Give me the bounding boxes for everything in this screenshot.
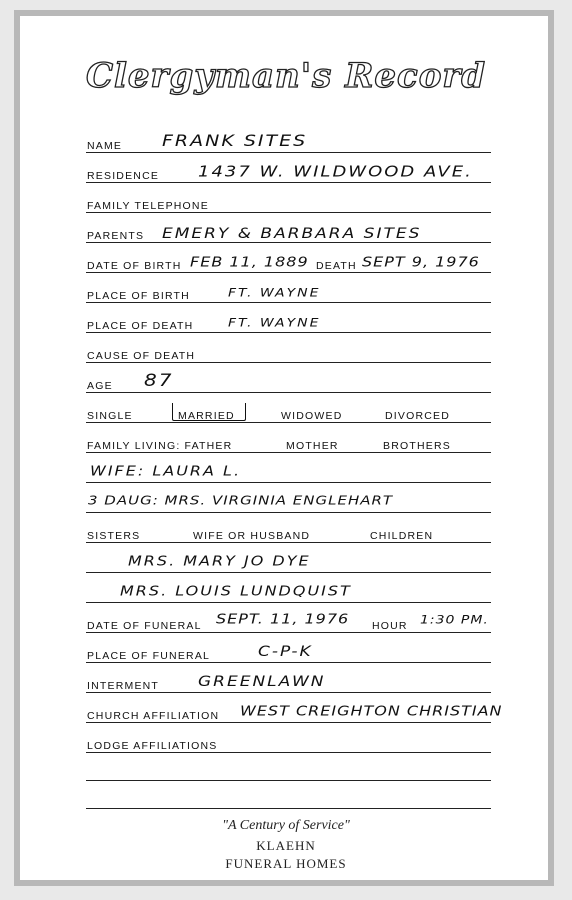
church-affiliation-entry: WEST CREIGHTON CHRISTIAN <box>240 702 503 719</box>
marital-line <box>86 422 491 423</box>
family-entry-3: MRS. MARY JO DYE <box>128 552 311 569</box>
church-affiliation-label: CHURCH AFFILIATION <box>87 710 220 722</box>
place-of-funeral-label: PLACE OF FUNERAL <box>87 650 211 662</box>
married-selection-mark <box>172 403 246 421</box>
footer-company: KLAEHN <box>256 838 316 853</box>
family-entry-1: WIFE: LAURA L. <box>90 462 242 479</box>
brothers-label: BROTHERS <box>383 440 451 452</box>
family-entry-2: 3 DAUG: MRS. VIRGINIA ENGLEHART <box>88 492 394 508</box>
place-of-funeral-entry: C-P-K <box>258 643 313 660</box>
family-line-2-rule <box>86 512 491 513</box>
single-label: SINGLE <box>87 410 133 422</box>
interment-line <box>86 692 491 693</box>
family-line-4-rule <box>86 602 491 603</box>
family-living-father-label: FAMILY LIVING: FATHER <box>87 440 233 452</box>
blank-line-1 <box>86 780 491 781</box>
place-of-funeral-line <box>86 662 491 663</box>
residence-line <box>86 182 491 183</box>
cause-line <box>86 362 491 363</box>
cause-of-death-label: CAUSE OF DEATH <box>87 350 196 362</box>
family-entry-4: MRS. LOUIS LUNDQUIST <box>120 582 352 599</box>
hour-entry: 1:30 PM. <box>420 613 489 627</box>
age-label: AGE <box>87 380 113 392</box>
family-telephone-label: FAMILY TELEPHONE <box>87 200 209 212</box>
wife-or-husband-label: WIFE OR HUSBAND <box>193 530 311 542</box>
parents-label: PARENTS <box>87 230 145 242</box>
mother-label: MOTHER <box>286 440 339 452</box>
name-entry: FRANK SITES <box>162 131 308 150</box>
sisters-label: SISTERS <box>87 530 141 542</box>
widowed-label: WIDOWED <box>281 410 343 422</box>
place-of-birth-entry: FT. WAYNE <box>228 286 321 300</box>
lodge-affiliations-label: LODGE AFFILIATIONS <box>87 740 218 752</box>
telephone-line <box>86 212 491 213</box>
divorced-label: DIVORCED <box>385 410 451 422</box>
residence-entry: 1437 W. WILDWOOD AVE. <box>198 163 473 181</box>
footer-slogan: "A Century of Service" <box>222 818 350 833</box>
date-of-funeral-entry: SEPT. 11, 1976 <box>216 610 350 627</box>
children-label: CHILDREN <box>370 530 434 542</box>
sisters-line <box>86 542 491 543</box>
church-line <box>86 722 491 723</box>
married-label: MARRIED <box>178 410 235 422</box>
form-title: Clergyman's Record <box>85 56 487 96</box>
age-line <box>86 392 491 393</box>
family-living-line <box>86 452 491 453</box>
blank-line-2 <box>86 808 491 809</box>
lodge-line <box>86 752 491 753</box>
place-of-birth-label: PLACE OF BIRTH <box>87 290 190 302</box>
place-of-death-entry: FT. WAYNE <box>228 316 321 330</box>
funeral-date-line <box>86 632 491 633</box>
parents-entry: EMERY & BARBARA SITES <box>162 225 422 242</box>
hour-label: HOUR <box>372 620 408 632</box>
death-entry: SEPT 9, 1976 <box>362 253 480 270</box>
name-label: NAME <box>87 140 123 152</box>
date-of-funeral-label: DATE OF FUNERAL <box>87 620 202 632</box>
death-label: DEATH <box>316 260 357 272</box>
interment-entry: GREENLAWN <box>198 673 326 690</box>
residence-label: RESIDENCE <box>87 170 160 182</box>
date-of-birth-entry: FEB 11, 1889 <box>190 253 309 270</box>
family-line-1-rule <box>86 482 491 483</box>
birth-line <box>86 272 491 273</box>
parents-line <box>86 242 491 243</box>
place-of-death-line <box>86 332 491 333</box>
age-entry: 87 <box>144 369 174 390</box>
place-of-birth-line <box>86 302 491 303</box>
interment-label: INTERMENT <box>87 680 160 692</box>
family-line-3-rule <box>86 572 491 573</box>
date-of-birth-label: DATE OF BIRTH <box>87 260 182 272</box>
footer-company-line2: FUNERAL HOMES <box>225 856 347 871</box>
name-line <box>86 152 491 153</box>
place-of-death-label: PLACE OF DEATH <box>87 320 194 332</box>
